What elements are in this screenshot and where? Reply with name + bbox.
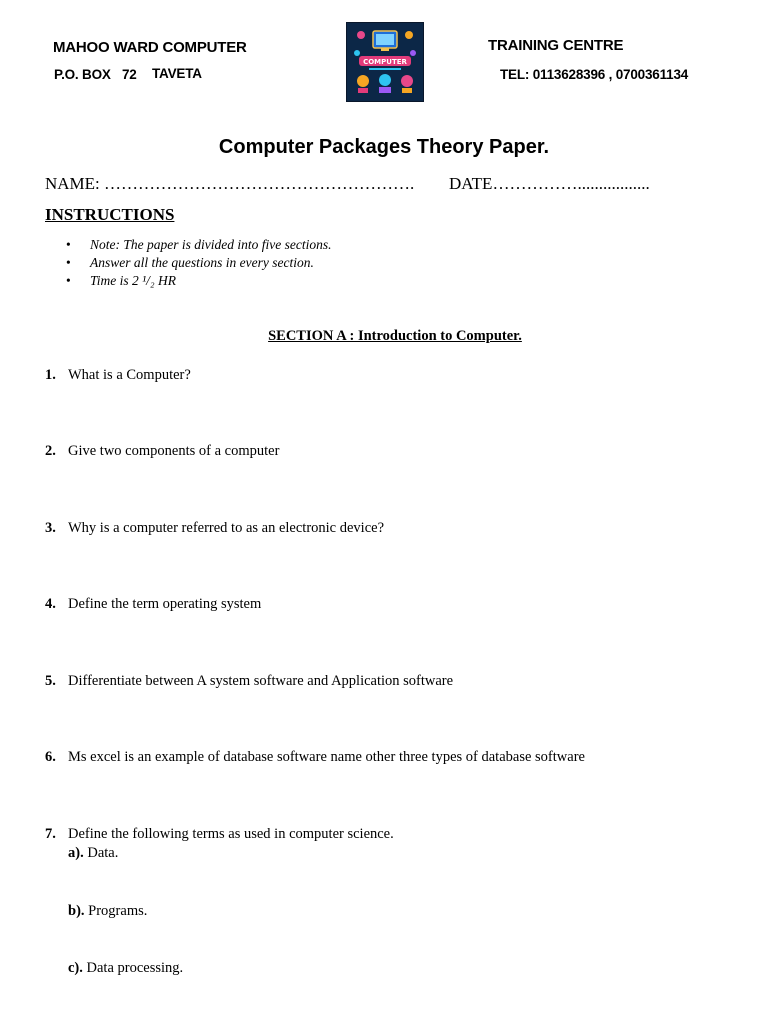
bullet-icon: • xyxy=(66,237,71,252)
page-title: Computer Packages Theory Paper. xyxy=(218,136,550,158)
instruction-item: • Time is 2 ¹/₂ HR xyxy=(66,273,176,288)
school-name: MAHOO WARD COMPUTER xyxy=(53,39,247,56)
instructions-list xyxy=(66,236,331,290)
logo-text: COMPUTER xyxy=(363,58,407,66)
po-box-number: 72 xyxy=(122,67,137,82)
centre-name: TRAINING CENTRE xyxy=(488,37,624,54)
date-field: DATE……………................. xyxy=(449,174,650,193)
telephone: TEL: 0113628396 , 0700361134 xyxy=(500,67,689,82)
bullet-icon: • xyxy=(66,273,71,288)
town-name: TAVETA xyxy=(152,66,202,81)
section-heading: SECTION A : Introduction to Computer. xyxy=(268,328,522,344)
question-item: 6. Ms excel is an example of database software name other three types of database software xyxy=(45,749,585,765)
question-item: 7. Define the following terms as used in computer science. xyxy=(45,826,394,842)
po-box-label: P.O. BOX xyxy=(54,67,111,82)
question-item: 5. Differentiate between A system software and Application software xyxy=(45,673,454,689)
subpart-item: c). Data processing. xyxy=(68,960,184,976)
instructions-heading: INSTRUCTIONS xyxy=(45,205,175,224)
question-item: 1. What is a Computer? xyxy=(45,367,191,383)
bullet-icon: • xyxy=(66,255,71,270)
question-item: 4. Define the term operating system xyxy=(45,596,262,612)
subpart-item: b). Programs. xyxy=(68,903,148,919)
question-item: 3. Why is a computer referred to as an electronic device? xyxy=(45,520,385,536)
instruction-item: • Note: The paper is divided into five sections. xyxy=(66,237,332,252)
subpart-item: a). Data. xyxy=(68,845,119,861)
instruction-item: • Answer all the questions in every section. xyxy=(66,255,314,270)
question-item: 2. Give two components of a computer xyxy=(45,443,280,459)
name-field: NAME: ………………………………………………. xyxy=(45,174,415,193)
computer-logo-icon xyxy=(347,23,423,101)
computer-logo xyxy=(346,22,424,102)
